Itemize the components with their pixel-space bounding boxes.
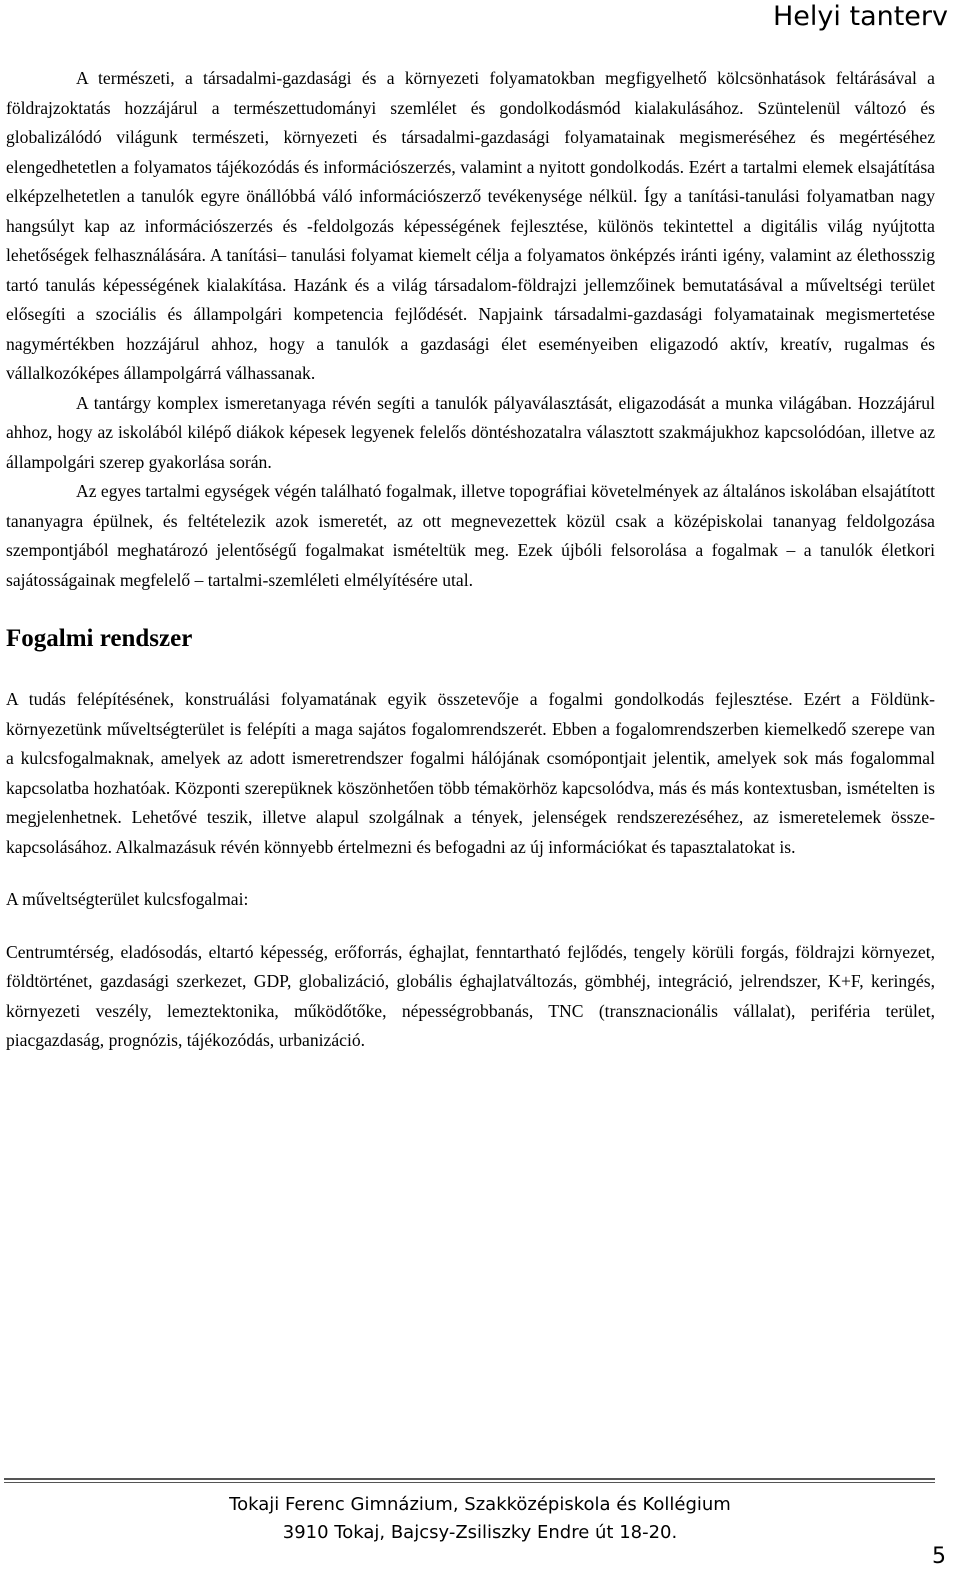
paragraph-concept-system: A tudás felépítésének, konstruálási folyamatának egyik összetevője a fogalmi gondolkodás fejlesztése. Ezért a Földünk-környezetünk műveltségterület is felépíti a maga sajátos fogalomrendszerét. Ebben a fogalomrendszerben kiemelkedő szerepe van a kulcsfogalmaknak, amelyek az adott ismeretrendszer fogalmi hálójának csomópontjait jelentik, amelyek sok más fogalommal kapcsolatba hozhatóak. Központi szerepüknek köszönhetően több témakörhöz kapcsolódva, más és más kontextusban, ismételten is megjelenhetnek. Lehetővé teszik, illetve alapul szolgálnak a tények, jelenségek rendszerezéséhez, az ismeretelemek összekapcsolásához. Alkalmazásuk révén könnyebb értelmezni és befogadni az új információkat és tapasztalatokat is. bbox=[6, 689, 935, 857]
key-concepts-list: Centrumtérség, eladósodás, eltartó képesség, erőforrás, éghajlat, fenntartható fejlődés, tengely körüli forgás, földrajzi környezet, földtörténet, gazdasági szerkezet, GDP, globalizáció, globális éghajlatváltozás, gömbhéj, integráció, jelrendszer, K+F, keringés, környezeti veszély, lemeztektonika, működőtőke, népességrobbanás, TNC (transznacionális vállalat), periféria terület, piacgazdaság, prognózis, tájékozódás, urbanizáció. bbox=[6, 941, 935, 1050]
footer-divider bbox=[4, 1478, 935, 1483]
page-header-title: Helyi tanterv bbox=[773, 1, 948, 32]
section-title: Fogalmi rendszer bbox=[6, 625, 193, 652]
key-concepts-heading: A műveltségterület kulcsfogalmai: bbox=[6, 889, 249, 909]
paragraph-concepts: Az egyes tartalmi egységek végén található fogalmak, illetve topográfiai követelmények az általános iskolában elsajátított tananyagra épülnek, és feltételezik azok ismeretét, az ott megnevezettek közül csak a középiskolai tananyag feldolgozása szempontjából meghatározó jelentőségű fogalmakat ismételtük meg. Ezek újbóli felsorolása a fogalmak – a tanulók életkori sajátosságainak megfelelő – tartalmi-szemléleti elmélyítésére utal. bbox=[6, 481, 935, 590]
footer-school-name: Tokaji Ferenc Gimnázium, Szakközépiskola és Kollégium bbox=[229, 1494, 731, 1515]
page-number: 5 bbox=[932, 1544, 946, 1569]
page-footer bbox=[0, 1491, 960, 1547]
paragraph-intro: A természeti, a társadalmi-gazdasági és a környezeti folyamatokban megfigyelhető kölcsönhatások feltárásával a földrajzoktatás hozzájárul a természettudományi szemlélet és gondolkodásmód kialakulásához. Szüntelenül változó és globalizálódó világunk természeti, környezeti és társadalmi-gazdasági folyamatainak megismeréséhez és megértéséhez elengedhetetlen a folyamatos tájékozódás és információszerzés, valamint a nyitott gondolkodás. Ezért a tartalmi elemek elsajátítása elképzelhetetlen a tanulók egyre önállóbbá váló információszerző tevékenysége nélkül. Így a tanítási-tanulási folyamatban nagy hangsúlyt kap az információszerzés és -feldolgozás képességének fejlesztése, különös tekintettel a digitális világ nyújtotta lehetőségek felhasználására. A tanítási– tanulási folyamat kiemelt célja a folyamatos önképzés iránti igény, valamint az élethosszig tartó tanulás képességének kialakítása. Hazánk és a világ társadalom-földrajzi jellemzőinek bemutatásával a műveltségi terület elősegíti a szociális és állampolgári kompetencia fejlődését. Napjaink társadalmi-gazdasági folyamatainak megismertetése nagymértékben hozzájárul ahhoz, hogy a tanulók a gazdasági élet eseményeiben eligazodó aktív, kreatív, rugalmas és vállalkozóképes állampolgárrá válhassanak. bbox=[6, 68, 935, 383]
document-body bbox=[6, 64, 935, 1056]
paragraph-career: A tantárgy komplex ismeretanyaga révén segíti a tanulók pályaválasztását, eligazodását a munka világában. Hozzájárul ahhoz, hogy az iskolából kilépő diákok képesek legyenek felelős döntéshozatalra választott szakmájukhoz kapcsolódóan, illetve az állampolgári szerep gyakorlása során. bbox=[6, 392, 935, 472]
footer-address: 3910 Tokaj, Bajcsy-Zsiliszky Endre út 18-20. bbox=[282, 1522, 678, 1543]
